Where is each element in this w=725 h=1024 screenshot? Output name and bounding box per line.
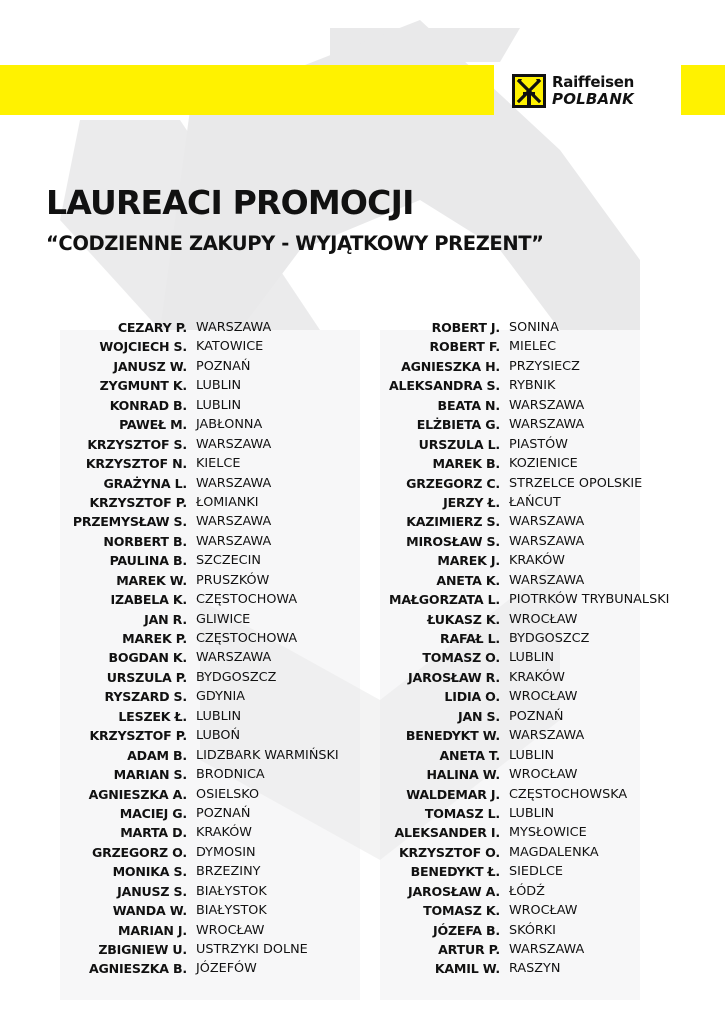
winner-name: KRZYSZTOF P. (89, 728, 187, 744)
winner-city: SIEDLCE (509, 864, 563, 880)
winner-name: AGNIESZKA B. (89, 961, 187, 977)
winner-city: KIELCE (196, 456, 241, 472)
winner-city: WARSZAWA (196, 650, 272, 666)
winner-name: MAREK P. (122, 631, 187, 646)
winner-name: KRZYSZTOF N. (85, 456, 187, 472)
winner-name: ALEKSANDER I. (394, 825, 500, 841)
winner-name: MAREK W. (116, 572, 187, 588)
winner-name: KONRAD B. (109, 397, 187, 413)
winner-city: ŁOMIANKI (196, 494, 259, 510)
winner-city: WARSZAWA (509, 572, 585, 588)
winner-city: GDYNIA (196, 689, 245, 705)
winner-name: BENEDYKT W. (405, 728, 500, 744)
winner-name: WANDA W. (112, 903, 187, 919)
winner-name: JAN R. (144, 611, 187, 627)
winner-city: WARSZAWA (509, 533, 585, 549)
winner-name: NORBERT B. (103, 533, 187, 549)
winner-name: JAROSŁAW A. (407, 883, 500, 899)
winner-name: MIROSŁAW S. (406, 533, 500, 549)
winner-city: BIAŁYSTOK (196, 903, 267, 919)
winner-name: MACIEJ G. (119, 805, 187, 821)
winner-name: ADAM B. (127, 747, 187, 763)
winner-name: GRZEGORZ O. (91, 844, 187, 860)
winner-city: LIDZBARK WARMIŃSKI (196, 747, 339, 763)
winner-city: LUBLIN (196, 708, 242, 724)
winner-name: ANETA K. (436, 572, 500, 588)
winner-city: KRAKÓW (196, 825, 252, 841)
winner-city: KRAKÓW (509, 553, 565, 569)
winner-name: ELŻBIETA G. (416, 417, 500, 433)
winner-city: WARSZAWA (196, 533, 272, 549)
winner-name: WOJCIECH S. (99, 339, 187, 355)
winner-name: HALINA W. (426, 767, 500, 783)
yellow-band-left (0, 65, 494, 115)
winner-name: MONIKA S. (112, 864, 187, 880)
winner-city: LUBLIN (196, 378, 242, 394)
winner-name: LESZEK Ł. (118, 708, 187, 724)
winner-name: URSZULA L. (418, 436, 500, 452)
winner-city: WROCŁAW (196, 922, 265, 938)
winner-city: WROCŁAW (509, 903, 578, 919)
winner-name: KAMIL W. (434, 961, 500, 977)
winner-city: WROCŁAW (509, 689, 578, 705)
winner-name: JAROSŁAW R. (408, 669, 500, 685)
winner-city: POZNAŃ (509, 708, 564, 724)
winner-city: STRZELCE OPOLSKIE (509, 475, 643, 491)
winner-city: MYSŁOWICE (509, 825, 587, 841)
winner-name: ARTUR P. (438, 942, 500, 957)
winner-city: BIAŁYSTOK (196, 883, 267, 899)
winner-city: OSIELSKO (196, 786, 260, 802)
winner-city: CZĘSTOCHOWSKA (509, 786, 628, 802)
winner-city: PIASTÓW (509, 436, 568, 452)
winner-city: WROCŁAW (509, 767, 578, 783)
page-subtitle: “CODZIENNE ZAKUPY - WYJĄTKOWY PREZENT” (46, 232, 544, 255)
winner-name: JANUSZ W. (113, 358, 187, 374)
winner-city: WARSZAWA (196, 320, 272, 335)
winner-name: JAN S. (457, 708, 500, 724)
winner-city: KOZIENICE (509, 456, 578, 472)
winner-name: KRZYSZTOF O. (398, 844, 500, 860)
winner-name: RYSZARD S. (104, 689, 187, 705)
winner-name: TOMASZ O. (422, 650, 500, 666)
winner-name: KAZIMIERZ S. (406, 514, 500, 530)
winner-name: MAŁGORZATA L. (389, 592, 500, 608)
winner-name: LIDIA O. (444, 689, 500, 705)
winner-name: ANETA T. (439, 747, 500, 763)
winner-city: PIOTRKÓW TRYBUNALSKI (509, 592, 670, 608)
yellow-band-right (681, 65, 725, 115)
winner-name: URSZULA P. (106, 669, 187, 685)
winner-city: WARSZAWA (509, 397, 585, 413)
winner-name: ZYGMUNT K. (99, 378, 187, 394)
winner-name: MARTA D. (120, 825, 187, 841)
winner-name: GRAŻYNA L. (103, 475, 187, 491)
winner-city: BYDGOSZCZ (509, 631, 590, 646)
winner-city: WARSZAWA (509, 417, 585, 433)
winner-city: RYBNIK (509, 378, 556, 394)
winner-city: RASZYN (509, 961, 561, 977)
winner-name: AGNIESZKA A. (88, 786, 187, 802)
winner-name: JERZY Ł. (443, 494, 500, 510)
winner-city: JABŁONNA (196, 417, 263, 433)
winner-name: CEZARY P. (117, 320, 187, 335)
winner-name: ŁUKASZ K. (427, 611, 500, 627)
winner-city: WROCŁAW (509, 611, 578, 627)
winner-city: POZNAŃ (196, 805, 251, 821)
winner-name: JANUSZ S. (117, 883, 187, 899)
winner-city: LUBLIN (509, 747, 555, 763)
winner-name: AGNIESZKA H. (401, 358, 500, 374)
winner-city: BRZEZINY (196, 864, 261, 880)
winner-city: KATOWICE (196, 339, 264, 355)
winner-city: LUBOŃ (196, 728, 241, 744)
raiffeisen-gable-cross-icon (512, 74, 546, 108)
winner-name: PAWEŁ M. (119, 417, 187, 433)
winner-name: JÓZEFA B. (433, 922, 500, 938)
winner-name: ZBIGNIEW U. (98, 942, 187, 957)
winner-name: KRZYSZTOF S. (87, 436, 187, 452)
winner-name: ROBERT J. (431, 320, 500, 335)
winner-name: BOGDAN K. (108, 650, 187, 666)
winner-city: ŁAŃCUT (509, 494, 561, 510)
winner-name: RAFAŁ L. (439, 631, 500, 646)
winner-city: ŁÓDŹ (509, 883, 545, 899)
winner-name: IZABELA K. (110, 592, 187, 608)
page-title: LAUREACI PROMOCJI (46, 183, 414, 222)
winner-city: LUBLIN (509, 805, 555, 821)
winner-city: MAGDALENKA (509, 844, 599, 860)
winner-city: CZĘSTOCHOWA (196, 592, 298, 608)
winner-city: WARSZAWA (196, 436, 272, 452)
winner-city: BRODNICA (196, 767, 265, 783)
winner-city: GLIWICE (196, 611, 251, 627)
winner-city: PRUSZKÓW (196, 572, 270, 588)
winner-city: LUBLIN (196, 397, 242, 413)
winner-name: BEATA N. (437, 397, 500, 413)
winner-city: SZCZECIN (196, 553, 261, 569)
winner-city: USTRZYKI DOLNE (196, 942, 308, 957)
winner-city: WARSZAWA (196, 514, 272, 530)
winner-name: MAREK B. (432, 456, 500, 472)
winner-name: MARIAN J. (117, 922, 187, 938)
winner-city: CZĘSTOCHOWA (196, 631, 298, 646)
winner-city: LUBLIN (509, 650, 555, 666)
winner-city: DYMOSIN (196, 844, 256, 860)
winner-name: BENEDYKT Ł. (410, 864, 500, 880)
winner-city: WARSZAWA (509, 728, 585, 744)
winner-city: SKÓRKI (509, 922, 556, 938)
winner-name: ALEKSANDRA S. (388, 378, 500, 394)
winner-name: ROBERT F. (429, 339, 500, 355)
winner-city: JÓZEFÓW (196, 961, 257, 977)
winner-city: WARSZAWA (509, 514, 585, 530)
logo-brand-subname: POLBANK (552, 90, 634, 108)
winner-city: PRZYSIECZ (509, 358, 580, 374)
winner-city: WARSZAWA (509, 942, 585, 957)
winner-city: SONINA (509, 320, 559, 335)
winner-city: POZNAŃ (196, 358, 251, 374)
winner-name: TOMASZ K. (423, 903, 500, 919)
winner-city: MIELEC (509, 339, 557, 355)
winner-city: BYDGOSZCZ (196, 669, 277, 685)
logo-brand-name: Raiffeisen (552, 73, 634, 91)
winner-name: MARIAN S. (113, 767, 187, 783)
winner-name: WALDEMAR J. (406, 786, 500, 802)
winner-name: PAULINA B. (109, 553, 187, 569)
winner-city: KRAKÓW (509, 669, 565, 685)
winner-name: TOMASZ L. (424, 805, 500, 821)
winner-name: KRZYSZTOF P. (89, 494, 187, 510)
winner-name: GRZEGORZ C. (406, 475, 500, 491)
winner-city: WARSZAWA (196, 475, 272, 491)
raiffeisen-logo (512, 73, 634, 109)
winner-name: MAREK J. (437, 553, 500, 569)
winner-name: PRZEMYSŁAW S. (72, 514, 187, 530)
